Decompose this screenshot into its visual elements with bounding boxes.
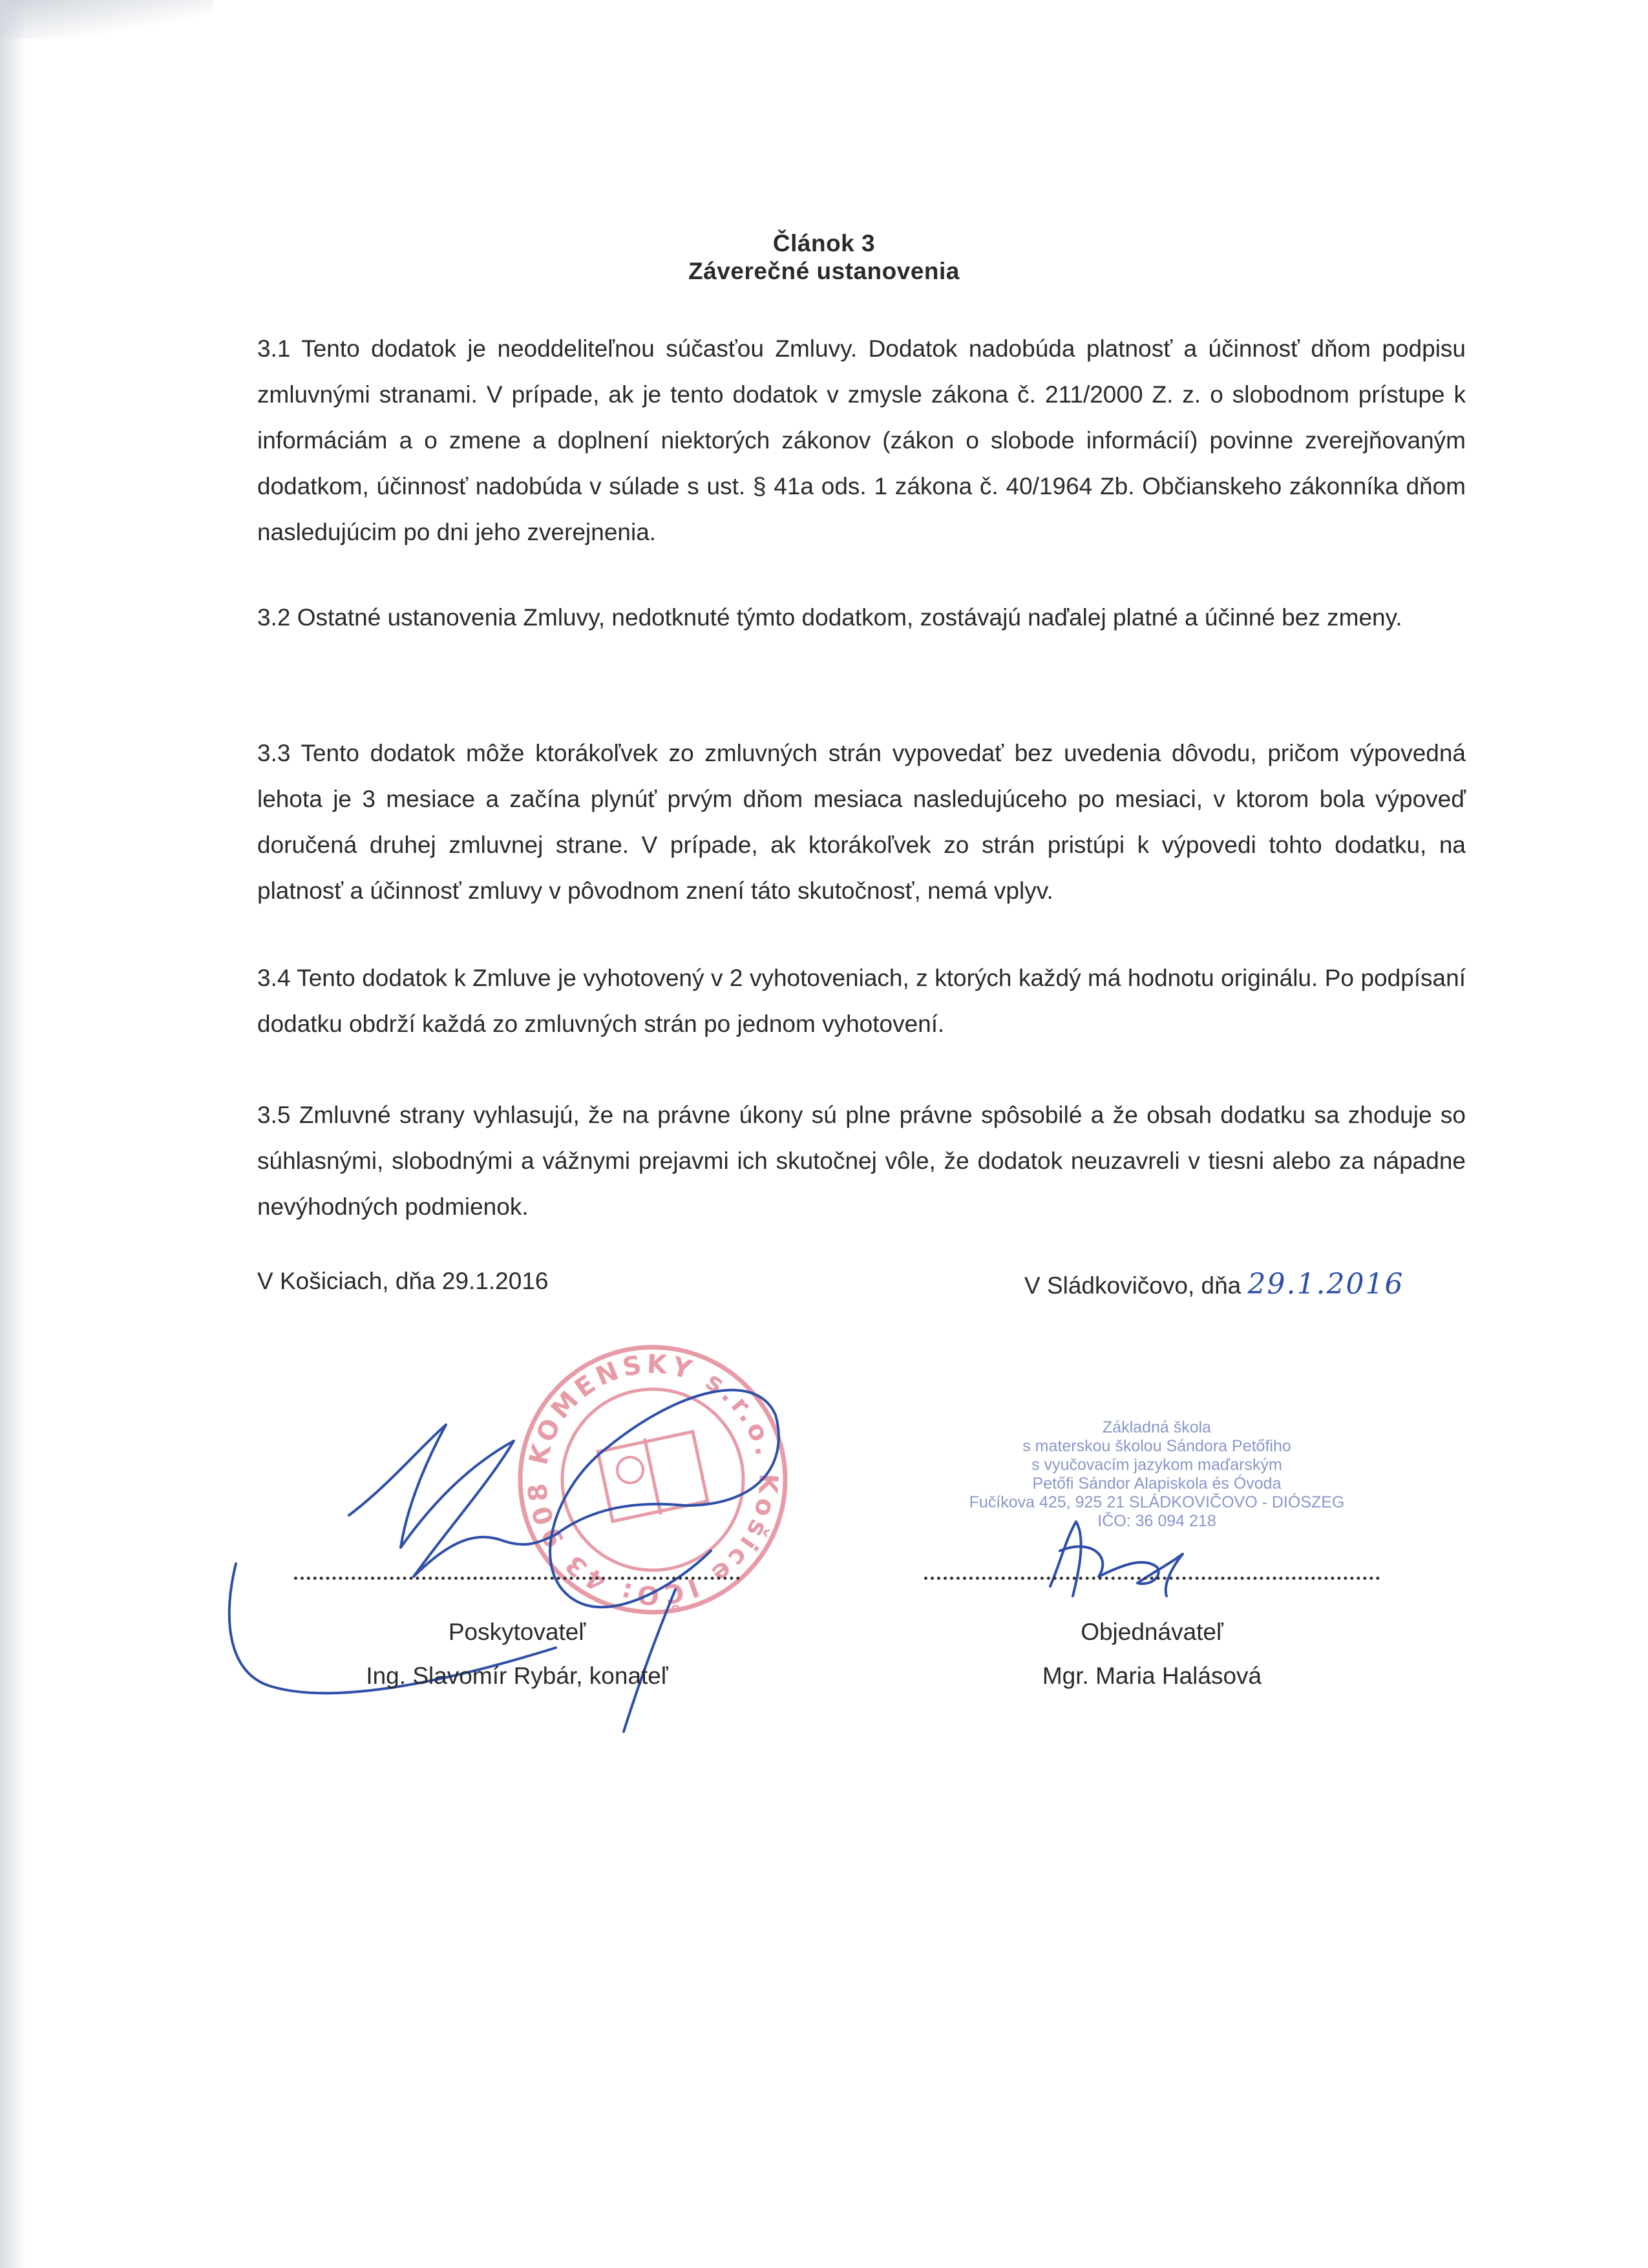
place-date-right-label: V Sládkovičovo, dňa	[1024, 1272, 1241, 1299]
signature-line-right	[924, 1577, 1380, 1582]
paragraph-3-5: 3.5 Zmluvné strany vyhlasujú, že na právne úkony sú plne právne spôsobilé a že obsah dodatku sa zhoduje so súhlasnými, slobodnými a vážnymi prejavmi ich skutočnej vôle, že dodatok neuzavreli v tiesni alebo za nápadne nevýhodných podmienok.	[257, 1102, 1466, 1220]
role-client: Objednávateľ	[1081, 1619, 1223, 1645]
handwritten-date: 29.1.2016	[1247, 1268, 1404, 1301]
stamp-line: IČO: 36 094 218	[1097, 1512, 1216, 1530]
role-provider: Poskytovateľ	[448, 1619, 586, 1645]
scan-corner-shadow	[0, 0, 213, 39]
article-number: Článok 3	[772, 230, 876, 257]
signature-right	[1050, 1522, 1183, 1596]
article-title: Záverečné ustanovenia	[688, 258, 960, 284]
signatory-name-right: Mgr. Maria Halásová	[1042, 1663, 1262, 1689]
stamp-line: Fučíkova 425, 925 21 SLÁDKOVIČOVO - DIÓSZEG	[969, 1493, 1345, 1511]
school-stamp	[956, 1418, 1357, 1531]
company-stamp	[520, 1347, 785, 1612]
paragraph-3-1: 3.1 Tento dodatok je neoddeliteľnou súčasťou Zmluvy. Dodatok nadobúda platnosť a účinnosť dňom podpisu zmluvnými stranami. V prípade, ak je tento dodatok v zmysle zákona č. 211/2000 Z. z. o slobodnom prístupe k informáciám a o zmene a doplnení niektorých zákonov (zákon o slobode informácií) povinne zverejňovaným dodatkom, účinnosť nadobúda v súlade s ust. § 41a ods. 1 zákona č. 40/1964 Zb. Občianskeho zákonníka dňom nasledujúcim po dni jeho zverejnenia.	[257, 335, 1466, 545]
signature-line-left	[294, 1577, 740, 1582]
svg-text:KOMENSKY s.r.o. Košice IČO: 43	[522, 1349, 783, 1611]
stamp-line: s materskou školou Sándora Petőfiho	[1022, 1437, 1291, 1455]
paragraph-3-4: 3.4 Tento dodatok k Zmluve je vyhotovený v 2 vyhotoveniach, z ktorých každý má hodnotu originálu. Po podpísaní dodatku obdrží každá zo zmluvných strán po jednom vyhotovení.	[257, 965, 1466, 1037]
scan-edge-shadow	[0, 0, 26, 2268]
stamp-line: s vyučovacím jazykom maďarským	[1031, 1456, 1282, 1474]
place-date-right	[1024, 1268, 1404, 1301]
paragraph-3-3: 3.3 Tento dodatok môže ktorákoľvek zo zmluvných strán vypovedať bez uvedenia dôvodu, pričom výpovedná lehota je 3 mesiace a začína plynúť prvým dňom mesiaca nasledujúceho po mesiaci, v ktorom bola výpoveď doručená druhej zmluvnej strane. V prípade, ak ktorákoľvek zo strán pristúpi k výpovedi tohto dodatku, na platnosť a účinnosť zmluvy v pôvodnom znení táto skutočnosť, nemá vplyv.	[257, 740, 1466, 904]
stamp-line: Petőfi Sándor Alapiskola és Óvoda	[1032, 1475, 1282, 1493]
stamp-line: Základná škola	[1102, 1418, 1212, 1436]
place-date-left: V Košiciach, dňa 29.1.2016	[257, 1268, 549, 1294]
paragraph-3-2: 3.2 Ostatné ustanovenia Zmluvy, nedotknuté týmto dodatkom, zostávajú naďalej platné a účinné bez zmeny.	[257, 604, 1402, 631]
company-stamp-text: KOMENSKY s.r.o. Košice IČO: 43 908	[522, 1349, 783, 1610]
signatory-name-left: Ing. Slavomír Rybár, konateľ	[366, 1663, 668, 1689]
